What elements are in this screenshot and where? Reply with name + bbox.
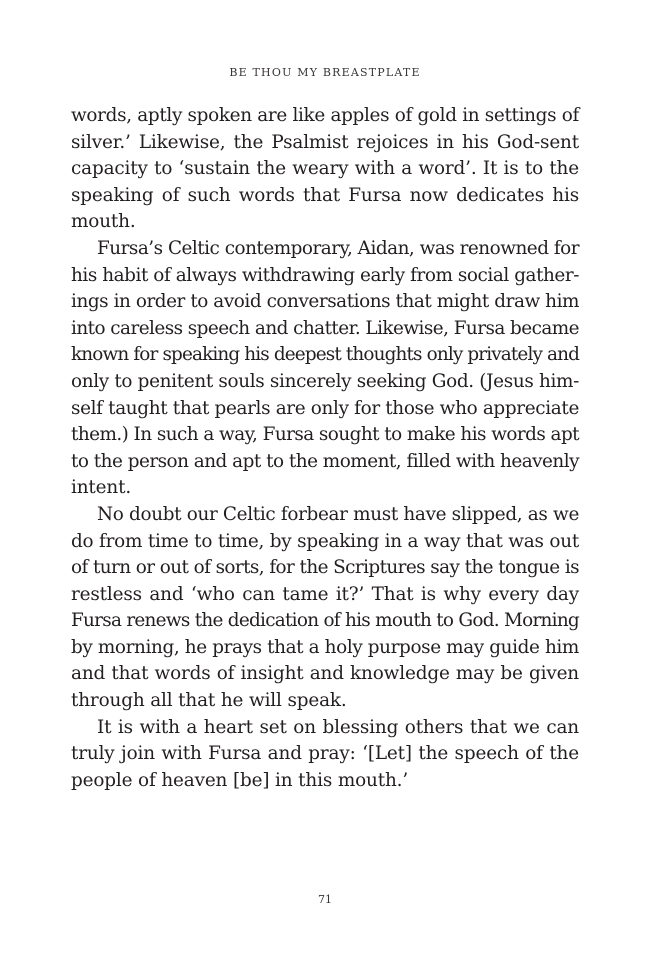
text-line: truly join with Fursa and pray: ‘[Let] the speech of the: [71, 743, 579, 765]
text-line: by morning, he prays that a holy purpose may guide him: [71, 636, 579, 658]
text-line: them.) In such a way, Fursa sought to make his words apt: [71, 424, 579, 446]
text-line: silver.’ Likewise, the Psalmist rejoices in his God-sent: [71, 131, 579, 153]
text-line: and that words of insight and knowledge may be given: [71, 663, 579, 685]
text-line: his habit of always withdrawing early from social gather-: [71, 264, 579, 286]
text-line: restless and ‘who can tame it?’ That is why every day: [71, 583, 579, 605]
text-line: to the person and apt to the moment, filled with heavenly: [71, 450, 579, 472]
text-line: Fursa’s Celtic contemporary, Aidan, was renowned for: [97, 237, 579, 259]
text-line: capacity to ‘sustain the weary with a word’. It is to the: [71, 158, 579, 180]
text-line: words, aptly spoken are like apples of gold in settings of: [71, 105, 579, 126]
text-line: do from time to time, by speaking in a way that was out: [71, 530, 579, 552]
text-line: No doubt our Celtic forbear must have slipped, as we: [97, 503, 579, 525]
paragraph: [71, 715, 579, 795]
text-line: of turn or out of sorts, for the Scriptures say the tongue is: [71, 557, 579, 579]
paragraph: [71, 236, 579, 502]
text-line: only to penitent souls sincerely seeking God. (Jesus him-: [71, 370, 579, 392]
text-line: speaking of such words that Fursa now dedicates his: [71, 184, 579, 206]
paragraph: [71, 103, 579, 236]
text-line: It is with a heart set on blessing others that we can: [97, 716, 579, 738]
text-line: self taught that pearls are only for those who appreciate: [71, 397, 579, 419]
text-line: through all that he will speak.: [71, 690, 347, 712]
text-line: intent.: [71, 477, 132, 499]
body-text: [71, 103, 579, 794]
page-number: 71: [318, 893, 332, 906]
running-head: BE THOU MY BREASTPLATE: [229, 66, 421, 79]
text-line: into careless speech and chatter. Likewise, Fursa became: [71, 317, 579, 339]
text-line: Fursa renews the dedication of his mouth to God. Morning: [71, 610, 579, 632]
text-line: mouth.: [71, 211, 136, 233]
text-line: ings in order to avoid conversations that might draw him: [71, 291, 579, 313]
text-line: known for speaking his deepest thoughts only privately and: [71, 344, 579, 366]
text-line: people of heaven [be] in this mouth.’: [71, 769, 409, 791]
paragraph: [71, 502, 579, 715]
